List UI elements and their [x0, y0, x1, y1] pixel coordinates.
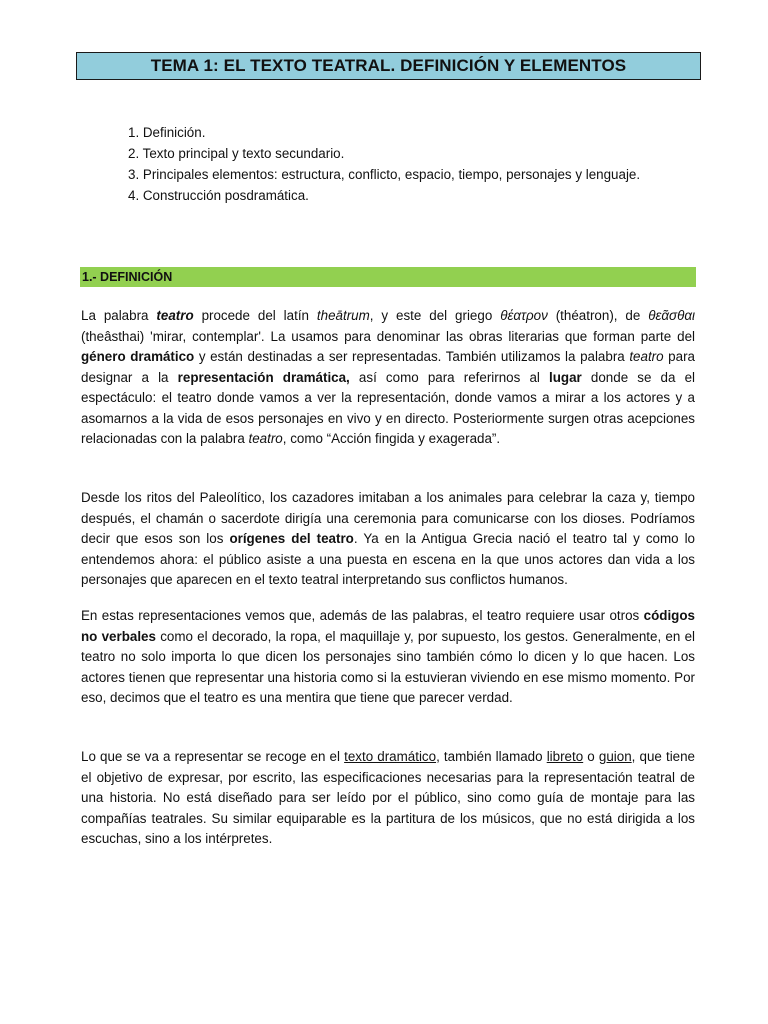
- text-run: o: [583, 749, 599, 764]
- term-teatro-italic-2: teatro: [248, 431, 283, 446]
- text-run: (théatron), de: [547, 308, 649, 323]
- text-run: donde se da el espectáculo: el teatro donde vamos a ver la representación, donde vamos a mirar a los actores y a asomarnos a la vida de esos personajes en vivo y en directo. Posteriormente surgen otras acepciones relacionadas con la palabra: [81, 369, 696, 446]
- paragraph-dramatic-text: [81, 747, 695, 850]
- term-guion: guion: [598, 749, 632, 764]
- document-title: TEMA 1: EL TEXTO TEATRAL. DEFINICIÓN Y ELEMENTOS: [76, 52, 701, 80]
- paragraph-origins: [81, 488, 695, 591]
- term-greek-theatron: θέατρον: [500, 308, 548, 323]
- text-run: Desde los ritos del Paleolítico, los cazadores imitaban a los animales para celebrar la caza y, tiempo después, el chamán o sacerdote dirigía una ceremonia para comunicarse con los dioses. Podríamos decir que esos son los: [81, 490, 695, 546]
- text-run: para designar a la: [81, 349, 695, 385]
- term-genero-dramatico: género dramático: [81, 349, 195, 364]
- term-teatro-italic: teatro: [629, 349, 664, 364]
- term-lugar: lugar: [549, 369, 582, 385]
- paragraph-definition: [81, 306, 695, 450]
- toc-item-construccion-posdramatica: 4. Construcción posdramática.: [128, 188, 309, 203]
- text-run: como el decorado, la ropa, el maquillaje y, por supuesto, los gestos. Generalmente, en el teatro no solo importa lo que dicen los personajes sino también cómo lo dicen y lo que hacen. Los actores tienen que representar una historia como si la estuvieran viviendo en ese mismo momento. Por eso, decimos que el teatro es una mentira que tiene que parecer verdad.: [81, 628, 695, 705]
- paragraph-nonverbal-codes: [81, 606, 695, 709]
- toc-item-texto-principal: 2. Texto principal y texto secundario.: [128, 146, 345, 161]
- text-run: En estas representaciones vemos que, además de las palabras, el teatro requiere usar otros: [81, 608, 644, 623]
- term-libreto: libreto: [546, 749, 584, 764]
- term-theatrum: theātrum: [316, 308, 370, 323]
- term-origenes-del-teatro: orígenes del teatro: [229, 531, 354, 546]
- toc-item-definicion: 1. Definición.: [128, 125, 206, 140]
- text-run: La palabra: [81, 308, 157, 323]
- term-codigos-no-verbales: códigos no verbales: [81, 608, 695, 644]
- text-run: . Ya en la Antigua Grecia nació el teatro tal y como lo entendemos ahora: el público asiste a una puesta en escena en la que unos actores dan vida a los personajes que aparecen en el texto teatral interpretando sus conflictos humanos.: [81, 531, 695, 587]
- text-run: y están destinadas a ser representadas. También utilizamos la palabra: [194, 349, 630, 364]
- term-greek-theasthai: θεᾶσθαι: [648, 308, 695, 323]
- text-run: , también llamado: [436, 749, 547, 764]
- text-run: Lo que se va a representar se recoge en el: [81, 749, 345, 764]
- toc-item-principales-elementos: 3. Principales elementos: estructura, conflicto, espacio, tiempo, personajes y lenguaje.: [128, 167, 641, 182]
- text-run: , y este del griego: [369, 308, 501, 323]
- text-run: (theâsthai) 'mirar, contemplar'. La usamos para denominar las obras literarias que forman parte del: [81, 328, 695, 344]
- table-of-contents: [128, 122, 640, 206]
- term-representacion-dramatica: representación dramática,: [177, 369, 350, 385]
- term-texto-dramatico: texto dramático: [344, 749, 437, 764]
- text-run: así como para referirnos al: [349, 369, 550, 385]
- text-run: procede del latín: [193, 308, 317, 323]
- section-heading-definicion: 1.- DEFINICIÓN: [80, 267, 696, 287]
- text-run: , que tiene el objetivo de expresar, por escrito, las especificaciones necesarias para la representación teatral de una historia. No está diseñado para ser leído por el público, sino como guía de montaje para las compañías teatrales. Su similar equiparable es la partitura de los músicos, que no está dirigida a los escuchas, sino a los intérpretes.: [81, 749, 696, 846]
- term-teatro: teatro: [156, 308, 194, 323]
- text-run: , como “Acción fingida y exagerada”.: [282, 431, 501, 446]
